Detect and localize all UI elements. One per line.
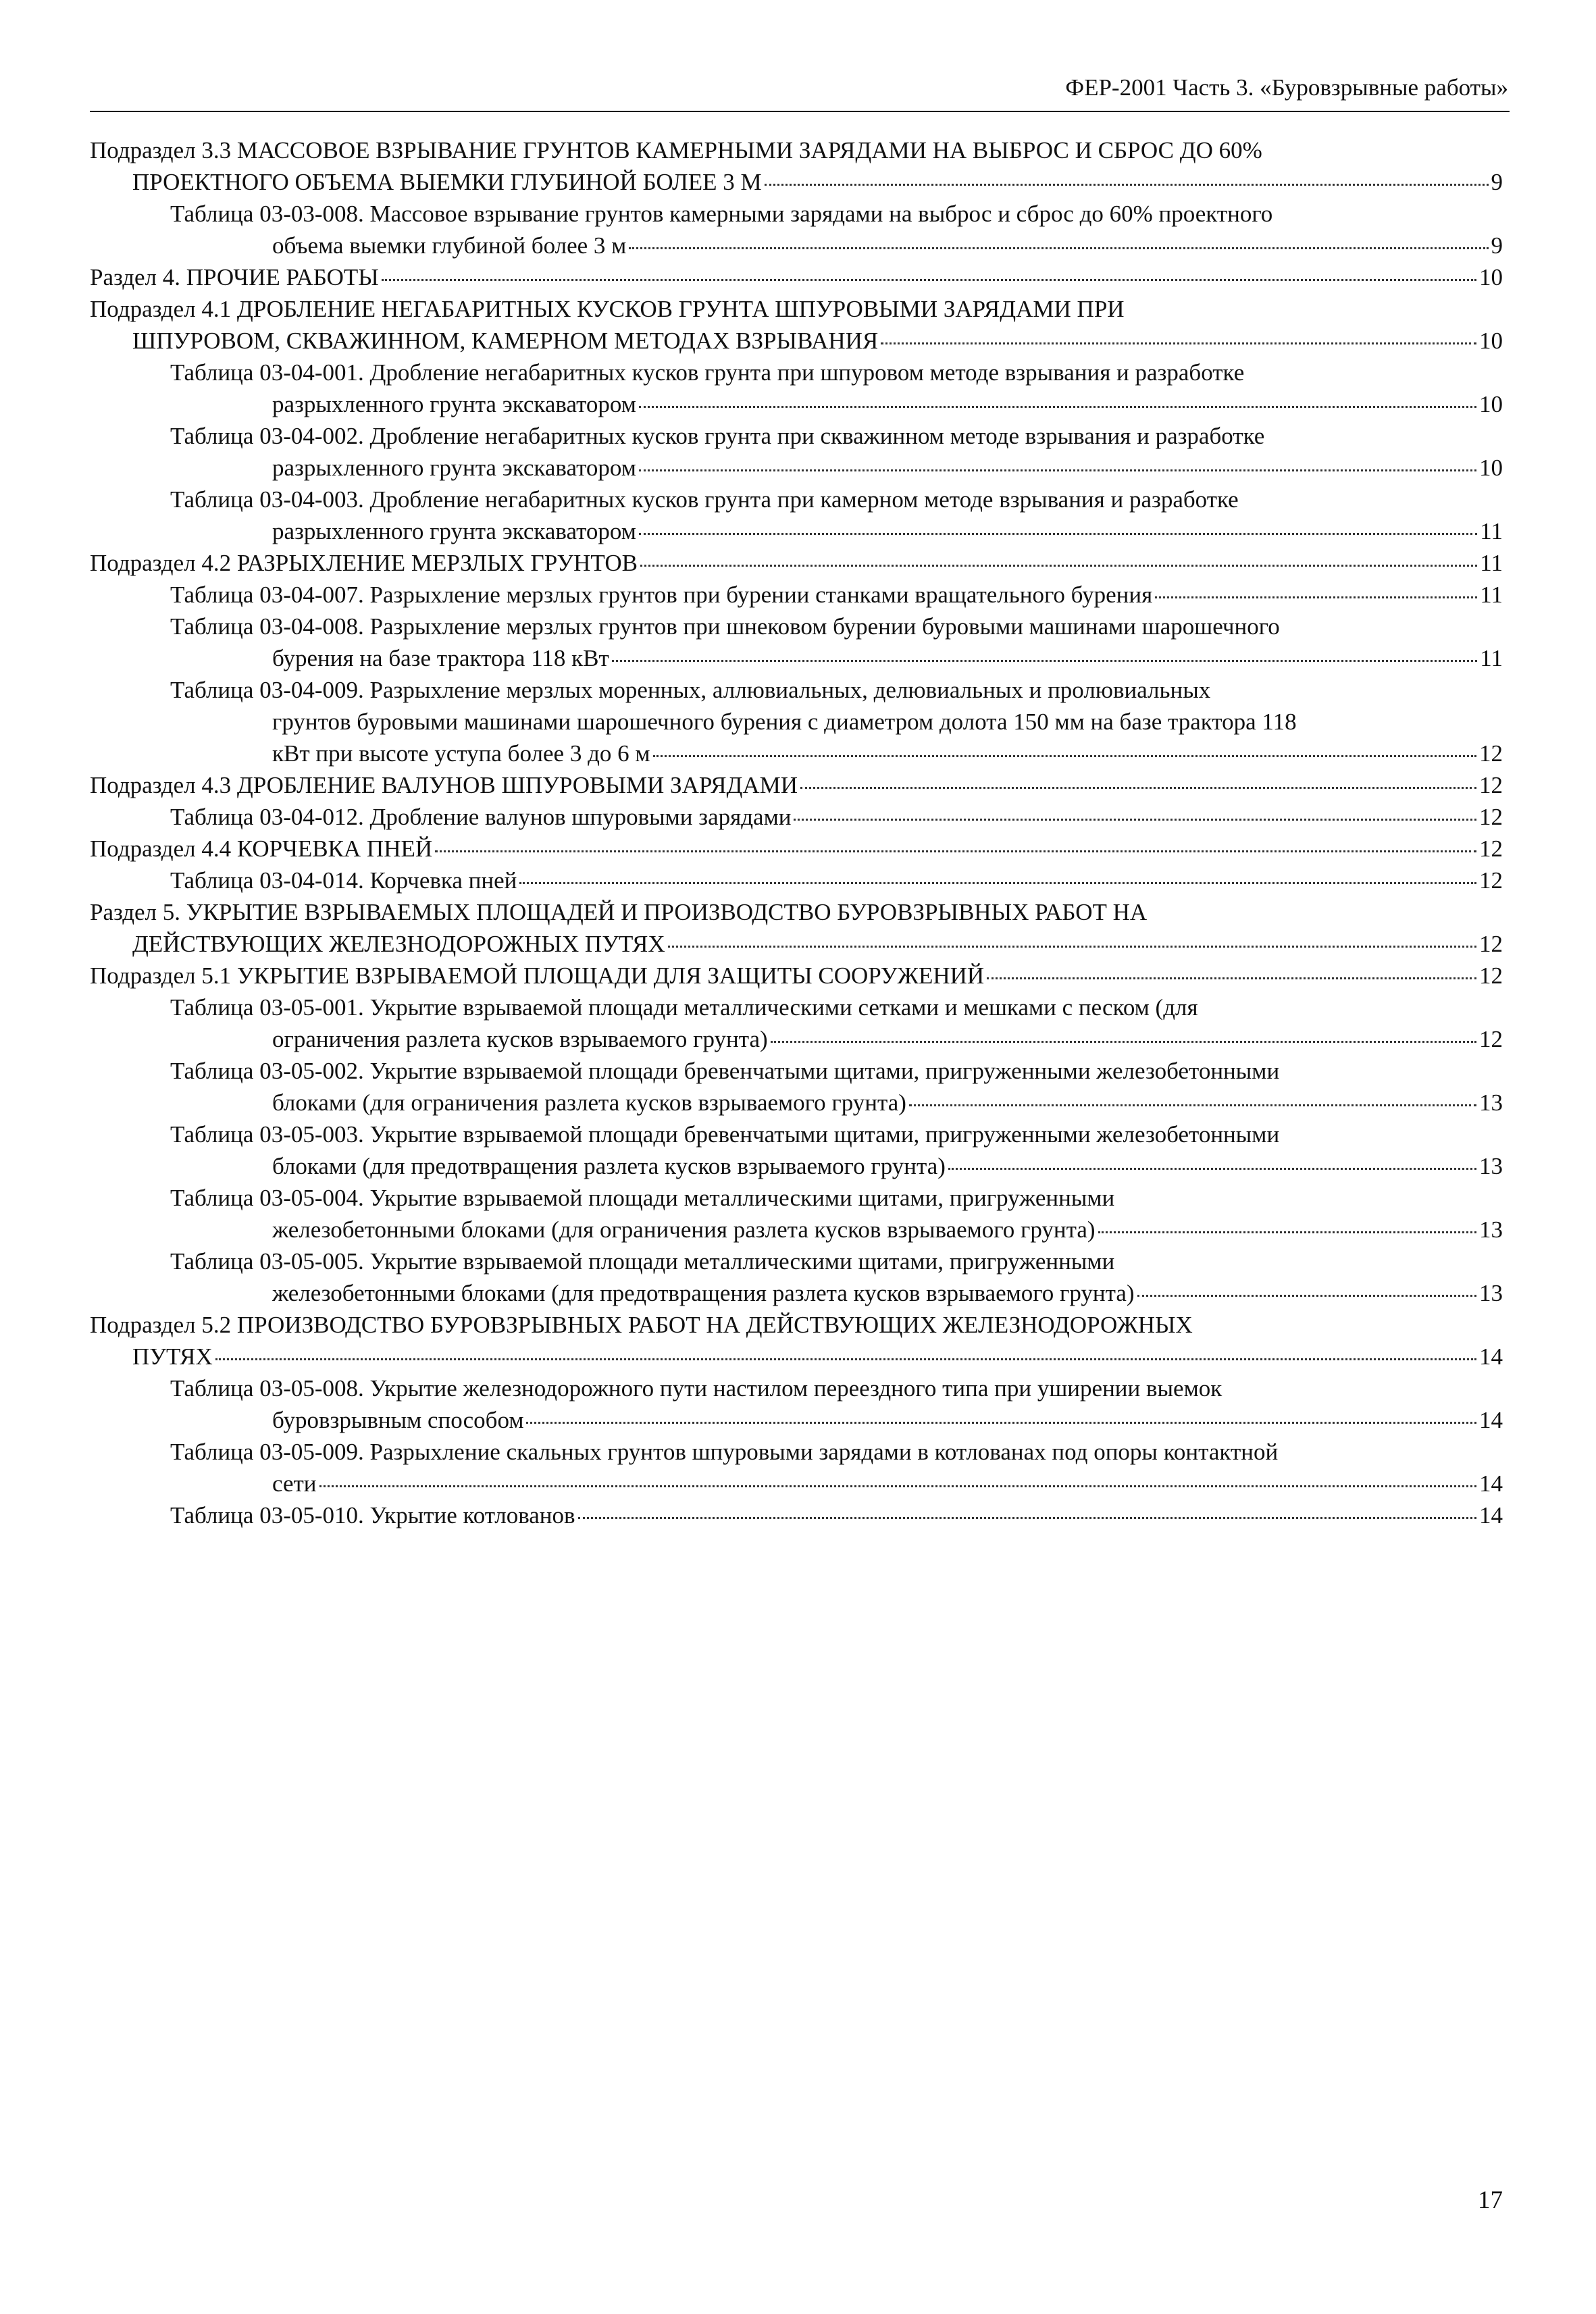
dot-leader: [771, 1041, 1476, 1043]
toc-entry-title-line: железобетонными блоками (для ограничения разлета кусков взрываемого грунта): [272, 1216, 1096, 1243]
toc-page-number: 12: [1479, 835, 1503, 862]
toc-entry-title-line: блоками (для ограничения разлета кусков взрываемого грунта): [272, 1089, 906, 1116]
toc-entry-title-line: кВт при высоте уступа более 3 до 6 м: [272, 740, 650, 767]
toc-page-number: 12: [1479, 931, 1503, 957]
toc-entry-title-line: буровзрывным способом: [272, 1407, 524, 1433]
toc-page-number: 10: [1479, 391, 1503, 417]
toc-entry-title-line: Раздел 4. ПРОЧИЕ РАБОТЫ: [90, 264, 379, 290]
header-rule: [90, 111, 1510, 112]
toc-entry-title-line: Таблица 03-05-002. Укрытие взрываемой площади бревенчатыми щитами, пригруженными железобетонными: [170, 1058, 1280, 1084]
dot-leader: [909, 1104, 1476, 1106]
dot-leader: [639, 469, 1476, 471]
toc-entry-title-line: Подраздел 4.3 ДРОБЛЕНИЕ ВАЛУНОВ ШПУРОВЫМИ ЗАРЯДАМИ: [90, 772, 798, 798]
toc-table-entry[interactable]: [170, 1055, 1503, 1119]
toc-entry-title-line: Таблица 03-04-012. Дробление валунов шпуровыми зарядами: [170, 804, 792, 830]
toc-entry-title-line: Подраздел 4.4 КОРЧЕВКА ПНЕЙ: [90, 835, 433, 862]
toc-table-entry[interactable]: [170, 801, 1503, 833]
toc-page-number: 12: [1479, 772, 1503, 798]
toc-entry-title-line: Таблица 03-05-005. Укрытие взрываемой площади металлическими щитами, пригруженными: [170, 1248, 1115, 1275]
toc-entry-title-line: Таблица 03-05-003. Укрытие взрываемой площади бревенчатыми щитами, пригруженными железобетонными: [170, 1121, 1280, 1148]
dot-leader: [578, 1517, 1476, 1519]
page-number: 17: [1478, 2186, 1503, 2214]
toc-entry-title-line: Таблица 03-04-007. Разрыхление мерзлых грунтов при бурении станками вращательного бурения: [170, 582, 1153, 608]
toc-section-entry[interactable]: [90, 293, 1503, 357]
toc-entry-title-line: Таблица 03-04-008. Разрыхление мерзлых грунтов при шнековом бурении буровыми машинами шарошечного: [170, 613, 1280, 640]
dot-leader: [519, 882, 1476, 884]
dot-leader: [948, 1168, 1476, 1170]
toc-table-entry[interactable]: [170, 611, 1503, 674]
dot-leader: [987, 977, 1476, 979]
dot-leader: [640, 565, 1477, 567]
toc-table-entry[interactable]: [170, 1436, 1503, 1499]
toc-table-entry[interactable]: [170, 1499, 1503, 1531]
toc-entry-title-line: Таблица 03-05-009. Разрыхление скальных грунтов шпуровыми зарядами в котлованах под опоры контактной: [170, 1439, 1279, 1465]
dot-leader: [319, 1485, 1476, 1487]
toc-entry-title-line: ПРОЕКТНОГО ОБЪЕМА ВЫЕМКИ ГЛУБИНОЙ БОЛЕЕ 3 М: [132, 169, 762, 195]
running-header: ФЕР-2001 Часть 3. «Буровзрывные работы»: [1065, 74, 1508, 101]
dot-leader: [435, 850, 1476, 852]
toc-page-number: 10: [1479, 328, 1503, 354]
toc-table-entry[interactable]: [170, 357, 1503, 420]
dot-leader: [639, 533, 1477, 535]
toc-table-entry[interactable]: [170, 1372, 1503, 1436]
toc-page-number: 10: [1479, 455, 1503, 481]
toc-page-number: 9: [1491, 169, 1503, 195]
toc-entry-title-line: объема выемки глубиной более 3 м: [272, 232, 627, 259]
toc-entry-title-line: Таблица 03-05-001. Укрытие взрываемой площади металлическими сетками и мешками с песком (для: [170, 994, 1198, 1021]
toc-entry-title-line: Раздел 5. УКРЫТИЕ ВЗРЫВАЕМЫХ ПЛОЩАДЕЙ И ПРОИЗВОДСТВО БУРОВЗРЫВНЫХ РАБОТ НА: [90, 899, 1148, 925]
dot-leader: [1098, 1231, 1476, 1233]
toc-page-number: 14: [1479, 1407, 1503, 1433]
toc-page-number: 13: [1479, 1216, 1503, 1243]
dot-leader: [881, 342, 1476, 344]
toc-entry-title-line: разрыхленного грунта экскаватором: [272, 391, 636, 417]
toc-page-number: 12: [1479, 867, 1503, 894]
dot-leader: [1155, 596, 1477, 598]
toc-section-entry[interactable]: [90, 896, 1503, 960]
toc-section-entry[interactable]: [90, 134, 1503, 198]
toc-entry-title-line: Таблица 03-04-002. Дробление негабаритных кусков грунта при скважинном методе взрывания и разработке: [170, 423, 1265, 449]
toc-entry-title-line: Подраздел 3.3 МАССОВОЕ ВЗРЫВАНИЕ ГРУНТОВ КАМЕРНЫМИ ЗАРЯДАМИ НА ВЫБРОС И СБРОС ДО 60%: [90, 137, 1262, 163]
dot-leader: [639, 406, 1476, 408]
table-of-contents: [90, 134, 1503, 1531]
toc-entry-title-line: Таблица 03-03-008. Массовое взрывание грунтов камерными зарядами на выброс и сброс до 60% проектного: [170, 201, 1273, 227]
toc-table-entry[interactable]: [170, 1182, 1503, 1245]
toc-entry-title-line: ПУТЯХ: [132, 1343, 213, 1370]
toc-entry-title-line: Таблица 03-04-009. Разрыхление мерзлых моренных, аллювиальных, делювиальных и пролювиальных: [170, 677, 1211, 703]
toc-table-entry[interactable]: [170, 674, 1503, 769]
toc-entry-title-line: Таблица 03-05-008. Укрытие железнодорожного пути настилом переездного типа при уширении выемок: [170, 1375, 1222, 1402]
toc-entry-title-line: Таблица 03-04-014. Корчевка пней: [170, 867, 517, 894]
dot-leader: [800, 787, 1476, 789]
toc-entry-title-line: Подраздел 4.2 РАЗРЫХЛЕНИЕ МЕРЗЛЫХ ГРУНТОВ: [90, 550, 638, 576]
toc-page-number: 13: [1479, 1153, 1503, 1179]
toc-page-number: 11: [1480, 582, 1503, 608]
toc-page-number: 11: [1480, 518, 1503, 544]
dot-leader: [765, 184, 1489, 186]
dot-leader: [794, 819, 1476, 821]
toc-page-number: 12: [1479, 1026, 1503, 1052]
toc-table-entry[interactable]: [170, 198, 1503, 261]
toc-page-number: 12: [1479, 804, 1503, 830]
dot-leader: [668, 946, 1476, 948]
toc-page-number: 13: [1479, 1089, 1503, 1116]
toc-entry-title-line: разрыхленного грунта экскаватором: [272, 455, 636, 481]
toc-entry-title-line: бурения на базе трактора 118 кВт: [272, 645, 609, 671]
toc-entry-title-line: Подраздел 5.1 УКРЫТИЕ ВЗРЫВАЕМОЙ ПЛОЩАДИ ДЛЯ ЗАЩИТЫ СООРУЖЕНИЙ: [90, 962, 985, 989]
toc-page-number: 11: [1480, 550, 1503, 576]
toc-page-number: 13: [1479, 1280, 1503, 1306]
toc-entry-title-line: грунтов буровыми машинами шарошечного бурения с диаметром долота 150 мм на базе трактора 118: [272, 709, 1297, 735]
toc-entry-title-line: Таблица 03-05-004. Укрытие взрываемой площади металлическими щитами, пригруженными: [170, 1185, 1115, 1211]
toc-page-number: 14: [1479, 1343, 1503, 1370]
toc-entry-title-line: Таблица 03-04-001. Дробление негабаритных кусков грунта при шпуровом методе взрывания и разработке: [170, 359, 1245, 386]
toc-table-entry[interactable]: [170, 992, 1503, 1055]
dot-leader: [526, 1422, 1476, 1424]
toc-entry-title-line: ограничения разлета кусков взрываемого грунта): [272, 1026, 768, 1052]
dot-leader: [629, 247, 1488, 249]
toc-entry-title-line: блоками (для предотвращения разлета кусков взрываемого грунта): [272, 1153, 946, 1179]
toc-entry-title-line: разрыхленного грунта экскаватором: [272, 518, 636, 544]
dot-leader: [653, 755, 1476, 757]
dot-leader: [382, 279, 1476, 281]
toc-page-number: 10: [1479, 264, 1503, 290]
toc-page-number: 14: [1479, 1502, 1503, 1528]
toc-page-number: 11: [1480, 645, 1503, 671]
toc-entry-title-line: Подраздел 4.1 ДРОБЛЕНИЕ НЕГАБАРИТНЫХ КУСКОВ ГРУНТА ШПУРОВЫМИ ЗАРЯДАМИ ПРИ: [90, 296, 1125, 322]
toc-section-entry[interactable]: [90, 833, 1503, 865]
toc-section-entry[interactable]: [90, 547, 1503, 579]
toc-section-entry[interactable]: [90, 769, 1503, 801]
toc-entry-title-line: ДЕЙСТВУЮЩИХ ЖЕЛЕЗНОДОРОЖНЫХ ПУТЯХ: [132, 931, 665, 957]
dot-leader: [215, 1358, 1476, 1360]
toc-entry-title-line: Таблица 03-04-003. Дробление негабаритных кусков грунта при камерном методе взрывания и разработке: [170, 486, 1239, 513]
toc-table-entry[interactable]: [170, 865, 1503, 896]
toc-table-entry[interactable]: [170, 579, 1503, 611]
toc-entry-title-line: Таблица 03-05-010. Укрытие котлованов: [170, 1502, 575, 1528]
toc-entry-title-line: ШПУРОВОМ, СКВАЖИННОМ, КАМЕРНОМ МЕТОДАХ ВЗРЫВАНИЯ: [132, 328, 879, 354]
toc-table-entry[interactable]: [170, 484, 1503, 547]
toc-page-number: 14: [1479, 1470, 1503, 1497]
toc-section-entry[interactable]: [90, 1309, 1503, 1372]
dot-leader: [612, 660, 1477, 662]
toc-table-entry[interactable]: [170, 420, 1503, 484]
toc-entry-title-line: Подраздел 5.2 ПРОИЗВОДСТВО БУРОВЗРЫВНЫХ РАБОТ НА ДЕЙСТВУЮЩИХ ЖЕЛЕЗНОДОРОЖНЫХ: [90, 1312, 1193, 1338]
toc-table-entry[interactable]: [170, 1245, 1503, 1309]
toc-page-number: 12: [1479, 740, 1503, 767]
dot-leader: [1137, 1295, 1476, 1297]
toc-page-number: 12: [1479, 962, 1503, 989]
toc-table-entry[interactable]: [170, 1119, 1503, 1182]
toc-entry-title-line: железобетонными блоками (для предотвращения разлета кусков взрываемого грунта): [272, 1280, 1135, 1306]
toc-entry-title-line: сети: [272, 1470, 317, 1497]
toc-section-entry[interactable]: [90, 960, 1503, 992]
toc-page-number: 9: [1491, 232, 1503, 259]
toc-section-entry[interactable]: [90, 261, 1503, 293]
